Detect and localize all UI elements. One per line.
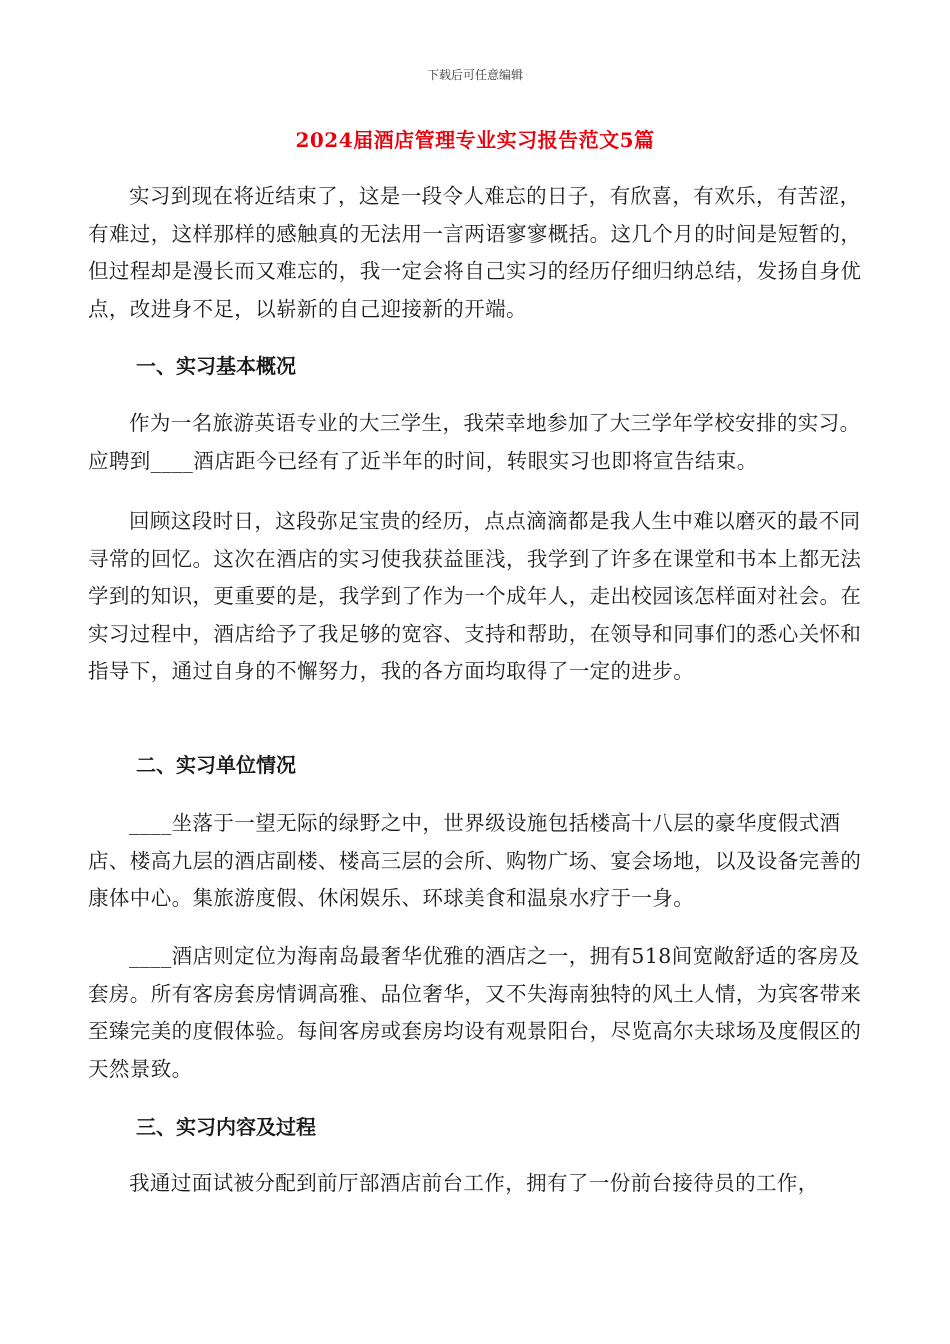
section3-paragraph-1-block (88, 1165, 868, 1203)
document-title: 2024届酒店管理专业实习报告范文5篇 (295, 128, 655, 152)
section3-paragraph-1: 我通过面试被分配到前厅部酒店前台工作，拥有了一份前台接待员的工作， (129, 1171, 819, 1195)
section2-paragraph-2: ____酒店则定位为海南岛最奢华优雅的酒店之一，拥有518间宽敞舒适的客房及套房。所有客房套房情调高雅、品位奢华，又不失海南独特的风土人情，为宾客带来至臻完美的度假体验。每间客房或套房均设有观景阳台，尽览高尔夫球场及度假区的天然景致。 (88, 944, 862, 1081)
intro-paragraph-block (88, 178, 868, 328)
section1-paragraph-1: 作为一名旅游英语专业的大三学生，我荣幸地参加了大三学年学校安排的实习。应聘到____酒店距今已经有了近半年的时间，转眼实习也即将宣告结束。 (88, 411, 861, 473)
intro-paragraph: 实习到现在将近结束了，这是一段令人难忘的日子，有欣喜，有欢乐，有苦涩，有难过，这样那样的感触真的无法用一言两语寥寥概括。这几个月的时间是短暂的，但过程却是漫长而又难忘的，我一定会将自己实习的经历仔细归纳总结，发扬自身优点，改进身不足，以崭新的自己迎接新的开端。 (88, 184, 862, 321)
section-heading-1: 一、实习基本概况 (136, 354, 296, 378)
section1-paragraph-2-block (88, 503, 868, 691)
section2-paragraph-2-block (88, 938, 868, 1088)
section2-paragraph-1: ____坐落于一望无际的绿野之中，世界级设施包括楼高十八层的豪华度假式酒店、楼高九层的酒店副楼、楼高三层的会所、购物广场、宴会场地，以及设备完善的康体中心。集旅游度假、休闲娱乐、环球美食和温泉水疗于一身。 (88, 811, 862, 910)
section1-paragraph-1-block (88, 405, 868, 480)
section2-paragraph-1-block (88, 805, 868, 918)
section-heading-3: 三、实习内容及过程 (136, 1115, 316, 1139)
section-heading-2: 二、实习单位情况 (136, 753, 296, 777)
header-note: 下载后可任意编辑 (426, 68, 523, 82)
section1-paragraph-2: 回顾这段时日，这段弥足宝贵的经历，点点滴滴都是我人生中难以磨灭的最不同寻常的回忆。这次在酒店的实习使我获益匪浅，我学到了许多在课堂和书本上都无法学到的知识，更重要的是，我学到了作为一个成年人，走出校园该怎样面对社会。在实习过程中，酒店给予了我足够的宽容、支持和帮助，在领导和同事们的悉心关怀和指导下，通过自身的不懈努力，我的各方面均取得了一定的进步。 (88, 509, 862, 683)
